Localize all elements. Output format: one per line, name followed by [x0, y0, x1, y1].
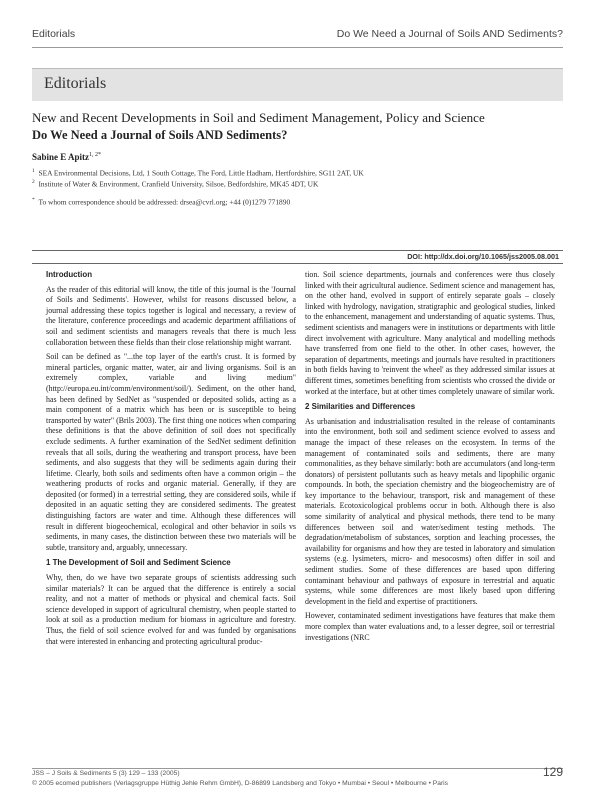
affiliation-mark: 1 — [32, 168, 35, 174]
affiliation-text: Institute of Water & Environment, Cranfield University, Silsoe, Bedfordshire, MK45 4DT, UK — [38, 179, 319, 189]
section-band — [32, 68, 563, 101]
affiliation-2 — [32, 179, 563, 188]
correspondence — [32, 197, 563, 206]
section-heading-introduction: Introduction — [46, 270, 93, 279]
correspondence-mark: * — [32, 197, 35, 203]
author-marks: 1, 2* — [89, 152, 102, 158]
correspondence-text: To whom correspondence should be addressed: drsea@cvrl.org; +44 (0)1279 771890 — [38, 197, 291, 207]
doi-link[interactable]: DOI: http://dx.doi.org/10.1065/jss2005.08.001 — [32, 250, 563, 264]
running-header — [32, 28, 563, 44]
affiliation-text: SEA Environmental Decisions, Ltd, 1 South Cottage, The Ford, Little Hadham, Hertfordshire, SG11 2AT, UK — [38, 168, 364, 178]
copyright-line: © 2005 ecomed publishers (Verlagsgruppe Hüthig Jehle Rehm GmbH), D-86899 Landsberg and Tokyo • Mumbai • Seoul • Melbourne • Paris — [32, 780, 449, 787]
paragraph: Why, then, do we have two separate groups of scientists addressing such similar materials? It can be argued that the difference is entirely a social reality, and not a matter of methods or physical and chemical facts. Soil science developed in support of agricultural chemistry, when people started to look at soil as a production medium for biomass in agriculture and forestry. Thus, the field of soil science evolved for and was funded by organisations that were interested in enhancing and protecting agricultural produc- — [46, 573, 296, 646]
affiliation-mark: 2 — [32, 179, 35, 185]
page-number: 129 — [542, 765, 563, 779]
affiliation-1 — [32, 168, 563, 177]
article-title: New and Recent Developments in Soil and Sediment Management, Policy and Science — [32, 110, 485, 125]
section-label: Editorials — [44, 75, 107, 92]
paragraph: Soil can be defined as "...the top layer of the earth's crust. It is formed by mineral particles, organic matter, water, air and living organisms. Soil is an extremely complex, variable and living medium" (http://europa.eu.int/comm/environment/soil/). Sediment, on the other hand, has been defined by SedNet as "suspended or deposited solids, acting as a main component of a matrix which has been or is susceptible to being transported by water" (Brils 2003). The first thing one notices when comparing these definitions is that the above definition of soil does not specifically exclude sediments. A further examination of the SedNet sediment definition reveals that all soils, during the weathering and transport process, have been sediments, and also suggests that they will be sediments again during their lifetime. Clearly, both soils and sediments often have a common origin – the weathering products of rocks and organic material. Generally, if they are deposited (or formed) in a terrestrial setting, they are considered soils, while if deposited in an aquatic setting they are considered sediments. The greatest distinguishing factors are water and time. Although these differences will result in different biogeochemical, ecological and other behavior in soils vs sediments, in many cases, the distinction between these two materials will be subtle, transitory and, arguably, unnecessary. — [46, 352, 296, 552]
paragraph: As urbanisation and industrialisation resulted in the release of contaminants into the environment, both soil and sediment science evolved to assess and manage the impact of these releases on the ecosystem. In terms of the management of contaminated soils and sediments, there are many commonalities, as they behave similarly: both are accumulators (and long-term donators) of persistent pollutants such as heavy metals and lipophilic organic compounds. In both, the speciation chemistry and the biogeochemistry are of key importance to the behaviour, transport, risk and management of these materials. Ecotoxicological problems occur in both. Although there is also some similarity of analytical and physical methods, there tend to be many differences between soil and water/sediment testing methods. The degradation/metabolism of substances, sorption and leaching processes, the availability for organisms and how they are tested in laboratory and simulation systems (e.g. lysimeters, micro- and mesocosms) often differ in soil and sediment studies. Some of these differences are based upon differing contaminant behaviour and pathways of exposure in terrestrial and aquatic systems, while some differences are most likely based upon differing development in the field and expertise of practitioners. — [305, 416, 555, 606]
paragraph: tion. Soil science departments, journals and conferences were thus closely linked with their agricultural audience. Sediment science and management has, on the other hand, evolved in support of entirely separate goals – closely linked with hydrology, navigation, stratigraphic and geological studies, linked to the enhancement, management and understanding of aquatic systems. Thus, sediment scientists and managers were in institutions or departments with little direct involvement with agriculture. Many analytical and modelling methods have transferred from one field to the other. In other cases, however, the separation of departments, meetings and journals have resulted in practitioners in both fields having to 'reinvent the wheel' as they addressed similar issues at different times, sometimes benefiting from scientists who crossed the divide or worked at the interface, but at other times completely unaware of similar work. — [305, 270, 555, 396]
paragraph: However, contaminated sediment investigations have features that make them more complex than water evaluations and, to a lesser degree, soil or terrestrial investigations (NRC — [305, 611, 555, 642]
running-header-left: Editorials — [32, 28, 76, 40]
article-subtitle: Do We Need a Journal of Soils AND Sediments? — [32, 128, 288, 142]
section-heading-1: 1 The Development of Soil and Sediment Science — [46, 558, 231, 568]
footer-rule — [32, 768, 563, 769]
journal-citation: JSS – J Soils & Sediments 5 (3) 129 – 133 (2005) — [32, 770, 180, 777]
left-column — [46, 270, 296, 651]
right-column — [305, 270, 555, 647]
section-heading-2: 2 Similarities and Differences — [305, 402, 416, 412]
header-rule — [32, 47, 563, 48]
running-header-right: Do We Need a Journal of Soils AND Sediments? — [336, 28, 563, 40]
author-line — [32, 152, 101, 162]
author-name: Sabine E Apitz — [32, 152, 90, 162]
paragraph: As the reader of this editorial will know, the title of this journal is the 'Journal of Soils and Sediments'. However, whilst for reasons discussed below, a journal addressing these topics together is logical and necessary, a review of the literature, conference proceedings and academic department affiliations of soil and sediment scientists and managers reveals that there is much less collaboration between these fields than their close relationship might warrant. — [46, 284, 296, 347]
